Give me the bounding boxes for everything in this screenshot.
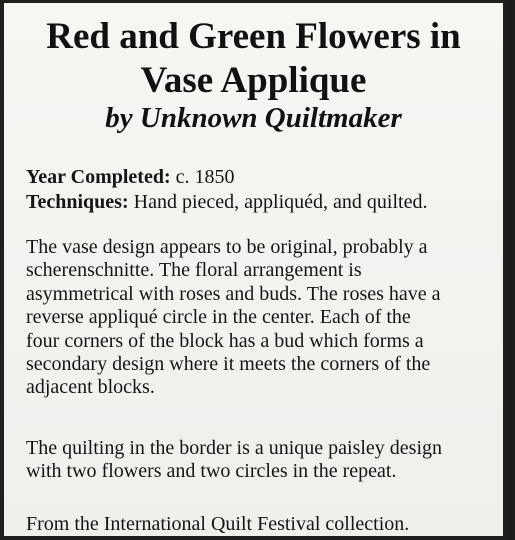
paragraph-line: From the International Quilt Festival collection. (26, 513, 410, 535)
title-line-1: Red and Green Flowers in (46, 16, 461, 57)
quilting-paragraph (26, 437, 442, 484)
paragraph-line: scherenschnitte. The floral arrangement is (26, 259, 362, 282)
paragraph-line: The vase design appears to be original, probably a (26, 236, 428, 258)
techniques-value: Hand pieced, appliquéd, and quilted. (133, 191, 428, 213)
paragraph-line: reverse appliqué circle in the center. Each of the (26, 306, 411, 329)
paragraph-line: four corners of the block has a bud which forms a (26, 329, 424, 352)
year-completed-row (26, 165, 235, 189)
techniques-label: Techniques: (26, 191, 129, 213)
year-completed-label: Year Completed: (26, 166, 171, 188)
paragraph-line: The quilting in the border is a unique paisley design (26, 437, 443, 459)
paragraph-line: with two flowers and two circles in the repeat. (26, 460, 397, 483)
techniques-row (26, 190, 427, 214)
paragraph-line: secondary design where it meets the corners of the (26, 353, 431, 376)
collection-credit (26, 513, 409, 536)
title-line-2: Vase Applique (140, 60, 367, 101)
maker-byline: by Unknown Quiltmaker (105, 102, 402, 134)
description-paragraph (26, 236, 441, 400)
year-completed-value: c. 1850 (175, 166, 235, 188)
paragraph-line: asymmetrical with roses and buds. The roses have a (26, 282, 441, 305)
paragraph-line: adjacent blocks. (26, 376, 155, 399)
